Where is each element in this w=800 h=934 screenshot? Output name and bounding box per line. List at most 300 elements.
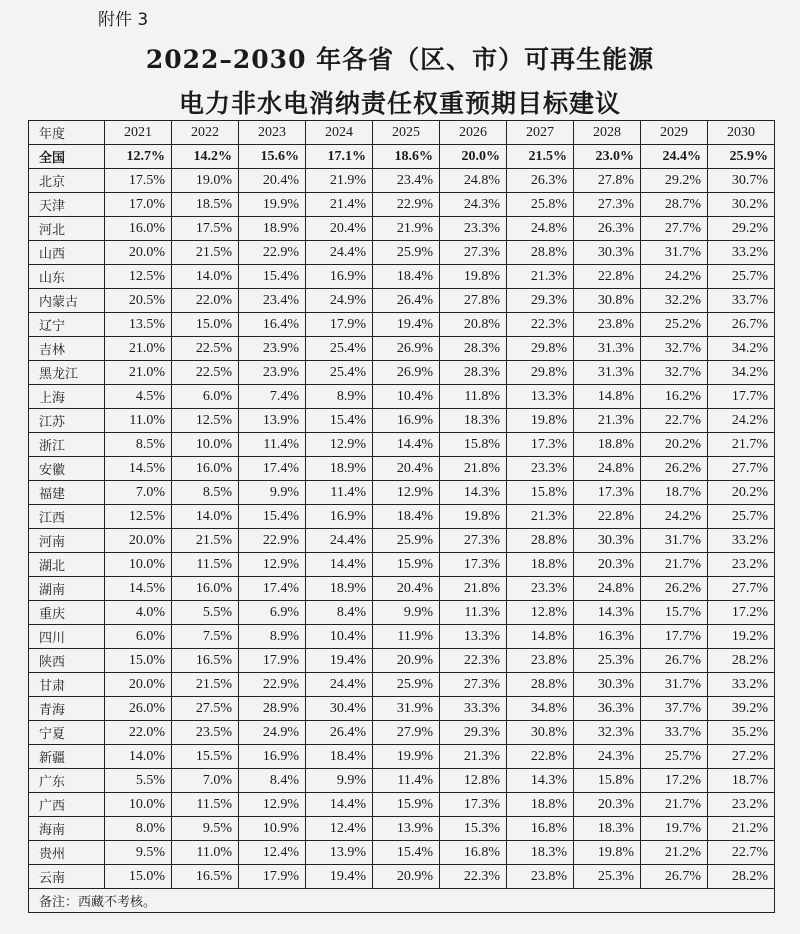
quota-value-cell: 33.7% bbox=[641, 721, 708, 745]
quota-value-cell: 14.5% bbox=[105, 577, 172, 601]
table-row bbox=[29, 529, 775, 553]
quota-value-cell: 17.3% bbox=[574, 481, 641, 505]
quota-value-cell: 9.9% bbox=[373, 601, 440, 625]
quota-value-cell: 32.3% bbox=[574, 721, 641, 745]
quota-value-cell: 28.8% bbox=[507, 241, 574, 265]
table-row bbox=[29, 505, 775, 529]
quota-value-cell: 22.3% bbox=[440, 865, 507, 889]
quota-value-cell: 11.3% bbox=[440, 601, 507, 625]
quota-value-cell: 21.4% bbox=[306, 193, 373, 217]
quota-value-cell: 29.2% bbox=[641, 169, 708, 193]
region-name: 全国 bbox=[29, 145, 105, 169]
quota-value-cell: 15.6% bbox=[239, 145, 306, 169]
quota-value-cell: 21.5% bbox=[172, 529, 239, 553]
region-name: 河北 bbox=[29, 217, 105, 241]
quota-value-cell: 20.9% bbox=[373, 649, 440, 673]
table-row bbox=[29, 409, 775, 433]
region-name: 广东 bbox=[29, 769, 105, 793]
quota-value-cell: 24.2% bbox=[641, 265, 708, 289]
quota-value-cell: 21.7% bbox=[641, 553, 708, 577]
quota-value-cell: 15.5% bbox=[172, 745, 239, 769]
region-name: 山东 bbox=[29, 265, 105, 289]
quota-value-cell: 6.0% bbox=[172, 385, 239, 409]
quota-value-cell: 21.5% bbox=[172, 241, 239, 265]
quota-value-cell: 17.7% bbox=[708, 385, 775, 409]
quota-value-cell: 27.7% bbox=[708, 457, 775, 481]
region-name: 北京 bbox=[29, 169, 105, 193]
table-row bbox=[29, 193, 775, 217]
quota-value-cell: 15.0% bbox=[105, 865, 172, 889]
table-row bbox=[29, 697, 775, 721]
quota-value-cell: 18.9% bbox=[239, 217, 306, 241]
table-row bbox=[29, 817, 775, 841]
table-row bbox=[29, 865, 775, 889]
table-row bbox=[29, 241, 775, 265]
region-name: 陕西 bbox=[29, 649, 105, 673]
quota-value-cell: 19.8% bbox=[507, 409, 574, 433]
quota-value-cell: 30.4% bbox=[306, 697, 373, 721]
quota-value-cell: 20.3% bbox=[574, 553, 641, 577]
table-row bbox=[29, 385, 775, 409]
quota-value-cell: 39.2% bbox=[708, 697, 775, 721]
quota-value-cell: 22.8% bbox=[574, 505, 641, 529]
quota-value-cell: 17.9% bbox=[239, 649, 306, 673]
quota-value-cell: 14.8% bbox=[507, 625, 574, 649]
quota-value-cell: 26.3% bbox=[574, 217, 641, 241]
quota-value-cell: 15.0% bbox=[105, 649, 172, 673]
region-name: 宁夏 bbox=[29, 721, 105, 745]
quota-value-cell: 17.5% bbox=[105, 169, 172, 193]
quota-value-cell: 6.9% bbox=[239, 601, 306, 625]
quota-value-cell: 29.8% bbox=[507, 361, 574, 385]
quota-value-cell: 21.5% bbox=[172, 673, 239, 697]
table-row bbox=[29, 169, 775, 193]
quota-value-cell: 15.4% bbox=[306, 409, 373, 433]
quota-value-cell: 27.9% bbox=[373, 721, 440, 745]
quota-value-cell: 12.9% bbox=[373, 481, 440, 505]
quota-value-cell: 21.8% bbox=[440, 577, 507, 601]
quota-value-cell: 11.5% bbox=[172, 793, 239, 817]
quota-value-cell: 22.8% bbox=[507, 745, 574, 769]
quota-value-cell: 20.0% bbox=[105, 241, 172, 265]
quota-value-cell: 29.3% bbox=[440, 721, 507, 745]
quota-value-cell: 16.4% bbox=[239, 313, 306, 337]
quota-value-cell: 9.5% bbox=[172, 817, 239, 841]
quota-value-cell: 10.9% bbox=[239, 817, 306, 841]
quota-value-cell: 15.8% bbox=[574, 769, 641, 793]
year-header: 2025 bbox=[373, 121, 440, 145]
quota-value-cell: 26.3% bbox=[507, 169, 574, 193]
quota-value-cell: 4.5% bbox=[105, 385, 172, 409]
quota-value-cell: 25.9% bbox=[373, 529, 440, 553]
quota-value-cell: 29.8% bbox=[507, 337, 574, 361]
quota-value-cell: 24.2% bbox=[708, 409, 775, 433]
table-row bbox=[29, 145, 775, 169]
quota-value-cell: 24.8% bbox=[574, 577, 641, 601]
attachment-label: 附件 3 bbox=[98, 10, 149, 30]
year-header: 2029 bbox=[641, 121, 708, 145]
quota-value-cell: 18.8% bbox=[574, 433, 641, 457]
quota-value-cell: 18.4% bbox=[373, 265, 440, 289]
quota-value-cell: 20.2% bbox=[708, 481, 775, 505]
quota-value-cell: 26.2% bbox=[641, 577, 708, 601]
quota-value-cell: 12.5% bbox=[172, 409, 239, 433]
quota-value-cell: 16.9% bbox=[306, 505, 373, 529]
quota-value-cell: 31.7% bbox=[641, 529, 708, 553]
quota-value-cell: 21.5% bbox=[507, 145, 574, 169]
table-row bbox=[29, 625, 775, 649]
quota-value-cell: 14.4% bbox=[373, 433, 440, 457]
quota-value-cell: 16.9% bbox=[306, 265, 373, 289]
quota-value-cell: 30.7% bbox=[708, 169, 775, 193]
quota-value-cell: 18.3% bbox=[440, 409, 507, 433]
quota-value-cell: 26.4% bbox=[306, 721, 373, 745]
region-name: 贵州 bbox=[29, 841, 105, 865]
quota-value-cell: 5.5% bbox=[105, 769, 172, 793]
table-row bbox=[29, 313, 775, 337]
quota-value-cell: 10.0% bbox=[105, 793, 172, 817]
quota-value-cell: 15.9% bbox=[373, 793, 440, 817]
quota-value-cell: 19.9% bbox=[239, 193, 306, 217]
quota-value-cell: 25.4% bbox=[306, 337, 373, 361]
quota-value-cell: 25.7% bbox=[708, 505, 775, 529]
quota-value-cell: 12.8% bbox=[440, 769, 507, 793]
quota-value-cell: 16.2% bbox=[641, 385, 708, 409]
quota-value-cell: 20.2% bbox=[641, 433, 708, 457]
quota-value-cell: 29.2% bbox=[708, 217, 775, 241]
quota-value-cell: 15.3% bbox=[440, 817, 507, 841]
year-header: 2022 bbox=[172, 121, 239, 145]
quota-value-cell: 31.9% bbox=[373, 697, 440, 721]
region-name: 湖南 bbox=[29, 577, 105, 601]
quota-value-cell: 28.2% bbox=[708, 865, 775, 889]
table-note: 备注：西藏不考核。 bbox=[29, 889, 775, 913]
quota-value-cell: 10.4% bbox=[373, 385, 440, 409]
quota-value-cell: 18.3% bbox=[574, 817, 641, 841]
quota-value-cell: 22.0% bbox=[105, 721, 172, 745]
quota-value-cell: 14.3% bbox=[440, 481, 507, 505]
quota-value-cell: 20.5% bbox=[105, 289, 172, 313]
quota-value-cell: 27.5% bbox=[172, 697, 239, 721]
quota-value-cell: 20.4% bbox=[373, 577, 440, 601]
region-name: 辽宁 bbox=[29, 313, 105, 337]
document-title-line2: 电力非水电消纳责任权重预期目标建议 bbox=[178, 89, 621, 118]
quota-value-cell: 25.3% bbox=[574, 649, 641, 673]
quota-value-cell: 20.8% bbox=[440, 313, 507, 337]
quota-value-cell: 30.8% bbox=[507, 721, 574, 745]
quota-value-cell: 32.2% bbox=[641, 289, 708, 313]
quota-value-cell: 17.7% bbox=[641, 625, 708, 649]
quota-value-cell: 8.4% bbox=[239, 769, 306, 793]
quota-value-cell: 20.4% bbox=[239, 169, 306, 193]
quota-value-cell: 21.3% bbox=[574, 409, 641, 433]
quota-value-cell: 23.8% bbox=[507, 649, 574, 673]
quota-value-cell: 18.5% bbox=[172, 193, 239, 217]
quota-value-cell: 10.0% bbox=[172, 433, 239, 457]
quota-value-cell: 22.8% bbox=[574, 265, 641, 289]
quota-value-cell: 12.4% bbox=[306, 817, 373, 841]
quota-value-cell: 8.5% bbox=[172, 481, 239, 505]
quota-value-cell: 23.8% bbox=[574, 313, 641, 337]
table-header-row bbox=[29, 121, 775, 145]
quota-value-cell: 17.5% bbox=[172, 217, 239, 241]
quota-value-cell: 12.5% bbox=[105, 265, 172, 289]
quota-value-cell: 17.2% bbox=[708, 601, 775, 625]
quota-value-cell: 15.7% bbox=[641, 601, 708, 625]
quota-value-cell: 7.5% bbox=[172, 625, 239, 649]
quota-value-cell: 8.9% bbox=[306, 385, 373, 409]
quota-value-cell: 21.7% bbox=[708, 433, 775, 457]
region-name: 江苏 bbox=[29, 409, 105, 433]
quota-value-cell: 24.3% bbox=[574, 745, 641, 769]
quota-value-cell: 10.4% bbox=[306, 625, 373, 649]
quota-value-cell: 18.4% bbox=[373, 505, 440, 529]
quota-value-cell: 25.2% bbox=[641, 313, 708, 337]
quota-value-cell: 7.0% bbox=[105, 481, 172, 505]
quota-value-cell: 33.2% bbox=[708, 673, 775, 697]
region-name: 甘肃 bbox=[29, 673, 105, 697]
table-row bbox=[29, 265, 775, 289]
quota-value-cell: 21.7% bbox=[641, 793, 708, 817]
quota-value-cell: 30.3% bbox=[574, 241, 641, 265]
quota-value-cell: 8.4% bbox=[306, 601, 373, 625]
quota-value-cell: 31.7% bbox=[641, 673, 708, 697]
quota-value-cell: 12.9% bbox=[239, 553, 306, 577]
quota-value-cell: 12.9% bbox=[306, 433, 373, 457]
table-row bbox=[29, 649, 775, 673]
quota-value-cell: 24.4% bbox=[306, 241, 373, 265]
quota-value-cell: 25.7% bbox=[641, 745, 708, 769]
quota-value-cell: 18.9% bbox=[306, 457, 373, 481]
quota-value-cell: 19.8% bbox=[574, 841, 641, 865]
quota-value-cell: 14.0% bbox=[172, 265, 239, 289]
quota-value-cell: 34.8% bbox=[507, 697, 574, 721]
quota-value-cell: 21.3% bbox=[507, 265, 574, 289]
quota-value-cell: 11.0% bbox=[172, 841, 239, 865]
quota-value-cell: 22.0% bbox=[172, 289, 239, 313]
region-name: 山西 bbox=[29, 241, 105, 265]
quota-value-cell: 13.3% bbox=[440, 625, 507, 649]
quota-value-cell: 23.2% bbox=[708, 553, 775, 577]
quota-value-cell: 26.7% bbox=[641, 865, 708, 889]
quota-value-cell: 14.2% bbox=[172, 145, 239, 169]
quota-value-cell: 33.2% bbox=[708, 529, 775, 553]
table-row bbox=[29, 721, 775, 745]
quota-value-cell: 19.7% bbox=[641, 817, 708, 841]
quota-value-cell: 10.0% bbox=[105, 553, 172, 577]
quota-value-cell: 21.2% bbox=[708, 817, 775, 841]
quota-value-cell: 5.5% bbox=[172, 601, 239, 625]
quota-value-cell: 24.3% bbox=[440, 193, 507, 217]
quota-value-cell: 19.4% bbox=[306, 865, 373, 889]
quota-value-cell: 11.4% bbox=[239, 433, 306, 457]
year-corner-header: 年度 bbox=[29, 121, 105, 145]
quota-value-cell: 11.5% bbox=[172, 553, 239, 577]
quota-value-cell: 32.7% bbox=[641, 337, 708, 361]
quota-value-cell: 17.0% bbox=[105, 193, 172, 217]
quota-value-cell: 15.8% bbox=[507, 481, 574, 505]
year-header: 2023 bbox=[239, 121, 306, 145]
table-row bbox=[29, 433, 775, 457]
quota-value-cell: 17.4% bbox=[239, 577, 306, 601]
quota-value-cell: 24.4% bbox=[306, 673, 373, 697]
quota-value-cell: 14.0% bbox=[105, 745, 172, 769]
quota-value-cell: 7.0% bbox=[172, 769, 239, 793]
quota-value-cell: 22.7% bbox=[641, 409, 708, 433]
quota-value-cell: 18.8% bbox=[507, 553, 574, 577]
table-row bbox=[29, 289, 775, 313]
quota-value-cell: 18.7% bbox=[708, 769, 775, 793]
quota-value-cell: 26.9% bbox=[373, 337, 440, 361]
quota-value-cell: 15.0% bbox=[172, 313, 239, 337]
quota-value-cell: 24.9% bbox=[306, 289, 373, 313]
region-name: 河南 bbox=[29, 529, 105, 553]
quota-value-cell: 16.8% bbox=[440, 841, 507, 865]
quota-value-cell: 14.5% bbox=[105, 457, 172, 481]
quota-value-cell: 9.9% bbox=[306, 769, 373, 793]
quota-value-cell: 21.0% bbox=[105, 337, 172, 361]
quota-value-cell: 12.4% bbox=[239, 841, 306, 865]
quota-value-cell: 17.2% bbox=[641, 769, 708, 793]
year-header: 2027 bbox=[507, 121, 574, 145]
quota-value-cell: 25.9% bbox=[708, 145, 775, 169]
quota-value-cell: 17.4% bbox=[239, 457, 306, 481]
quota-value-cell: 22.5% bbox=[172, 337, 239, 361]
quota-value-cell: 27.8% bbox=[574, 169, 641, 193]
quota-value-cell: 29.3% bbox=[507, 289, 574, 313]
quota-value-cell: 30.3% bbox=[574, 529, 641, 553]
quota-value-cell: 20.4% bbox=[306, 217, 373, 241]
quota-value-cell: 14.3% bbox=[574, 601, 641, 625]
quota-value-cell: 23.3% bbox=[507, 457, 574, 481]
region-name: 青海 bbox=[29, 697, 105, 721]
quota-value-cell: 15.4% bbox=[239, 505, 306, 529]
quota-value-cell: 20.0% bbox=[105, 529, 172, 553]
document-title-line1: 2022–2030 年各省（区、市）可再生能源 bbox=[145, 45, 655, 74]
quota-value-cell: 33.2% bbox=[708, 241, 775, 265]
quota-value-cell: 24.8% bbox=[574, 457, 641, 481]
quota-value-cell: 16.9% bbox=[239, 745, 306, 769]
quota-value-cell: 34.2% bbox=[708, 361, 775, 385]
year-header: 2021 bbox=[105, 121, 172, 145]
quota-value-cell: 28.2% bbox=[708, 649, 775, 673]
quota-value-cell: 30.3% bbox=[574, 673, 641, 697]
quota-value-cell: 9.5% bbox=[105, 841, 172, 865]
table-body bbox=[29, 145, 775, 913]
quota-value-cell: 26.7% bbox=[708, 313, 775, 337]
quota-value-cell: 17.3% bbox=[507, 433, 574, 457]
region-name: 四川 bbox=[29, 625, 105, 649]
quota-value-cell: 21.8% bbox=[440, 457, 507, 481]
region-name: 内蒙古 bbox=[29, 289, 105, 313]
quota-value-cell: 23.9% bbox=[239, 361, 306, 385]
quota-value-cell: 12.8% bbox=[507, 601, 574, 625]
region-name: 湖北 bbox=[29, 553, 105, 577]
table-row bbox=[29, 577, 775, 601]
quota-value-cell: 16.8% bbox=[507, 817, 574, 841]
quota-value-cell: 13.9% bbox=[306, 841, 373, 865]
quota-value-cell: 31.3% bbox=[574, 337, 641, 361]
quota-value-cell: 25.4% bbox=[306, 361, 373, 385]
quota-value-cell: 15.4% bbox=[373, 841, 440, 865]
quota-value-cell: 15.8% bbox=[440, 433, 507, 457]
quota-value-cell: 19.4% bbox=[306, 649, 373, 673]
quota-value-cell: 19.8% bbox=[440, 265, 507, 289]
quota-value-cell: 34.2% bbox=[708, 337, 775, 361]
quota-value-cell: 27.7% bbox=[641, 217, 708, 241]
quota-value-cell: 7.4% bbox=[239, 385, 306, 409]
quota-value-cell: 27.7% bbox=[708, 577, 775, 601]
quota-value-cell: 24.4% bbox=[306, 529, 373, 553]
table-row bbox=[29, 793, 775, 817]
quota-value-cell: 24.4% bbox=[641, 145, 708, 169]
region-name: 广西 bbox=[29, 793, 105, 817]
quota-value-cell: 23.3% bbox=[507, 577, 574, 601]
quota-value-cell: 12.7% bbox=[105, 145, 172, 169]
quota-value-cell: 33.7% bbox=[708, 289, 775, 313]
quota-value-cell: 13.5% bbox=[105, 313, 172, 337]
table-note-row bbox=[29, 889, 775, 913]
quota-value-cell: 23.3% bbox=[440, 217, 507, 241]
quota-value-cell: 35.2% bbox=[708, 721, 775, 745]
table-row bbox=[29, 217, 775, 241]
quota-value-cell: 17.3% bbox=[440, 793, 507, 817]
quota-value-cell: 14.4% bbox=[306, 793, 373, 817]
quota-value-cell: 21.3% bbox=[507, 505, 574, 529]
table-row bbox=[29, 481, 775, 505]
region-name: 海南 bbox=[29, 817, 105, 841]
quota-value-cell: 11.9% bbox=[373, 625, 440, 649]
quota-value-cell: 27.3% bbox=[440, 529, 507, 553]
region-name: 江西 bbox=[29, 505, 105, 529]
table-row bbox=[29, 601, 775, 625]
quota-value-cell: 13.3% bbox=[507, 385, 574, 409]
quota-value-cell: 13.9% bbox=[239, 409, 306, 433]
quota-value-cell: 13.9% bbox=[373, 817, 440, 841]
quota-value-cell: 28.8% bbox=[507, 529, 574, 553]
quota-value-cell: 22.9% bbox=[373, 193, 440, 217]
region-name: 新疆 bbox=[29, 745, 105, 769]
quota-value-cell: 14.0% bbox=[172, 505, 239, 529]
quota-value-cell: 12.9% bbox=[239, 793, 306, 817]
quota-value-cell: 18.4% bbox=[306, 745, 373, 769]
quota-value-cell: 14.3% bbox=[507, 769, 574, 793]
quota-value-cell: 36.3% bbox=[574, 697, 641, 721]
year-header: 2026 bbox=[440, 121, 507, 145]
quota-value-cell: 15.9% bbox=[373, 553, 440, 577]
quota-value-cell: 8.9% bbox=[239, 625, 306, 649]
quota-value-cell: 28.9% bbox=[239, 697, 306, 721]
quota-value-cell: 27.3% bbox=[440, 673, 507, 697]
quota-value-cell: 11.4% bbox=[306, 481, 373, 505]
table-row bbox=[29, 769, 775, 793]
quota-value-cell: 18.9% bbox=[306, 577, 373, 601]
quota-value-cell: 24.8% bbox=[507, 217, 574, 241]
quota-value-cell: 22.3% bbox=[507, 313, 574, 337]
quota-value-cell: 31.3% bbox=[574, 361, 641, 385]
quota-value-cell: 19.2% bbox=[708, 625, 775, 649]
quota-value-cell: 26.0% bbox=[105, 697, 172, 721]
quota-value-cell: 21.2% bbox=[641, 841, 708, 865]
quota-value-cell: 4.0% bbox=[105, 601, 172, 625]
quota-value-cell: 9.9% bbox=[239, 481, 306, 505]
quota-value-cell: 20.0% bbox=[105, 673, 172, 697]
quota-value-cell: 20.4% bbox=[373, 457, 440, 481]
quota-value-cell: 26.7% bbox=[641, 649, 708, 673]
quota-value-cell: 28.3% bbox=[440, 337, 507, 361]
quota-value-cell: 22.9% bbox=[239, 529, 306, 553]
table-row bbox=[29, 361, 775, 385]
